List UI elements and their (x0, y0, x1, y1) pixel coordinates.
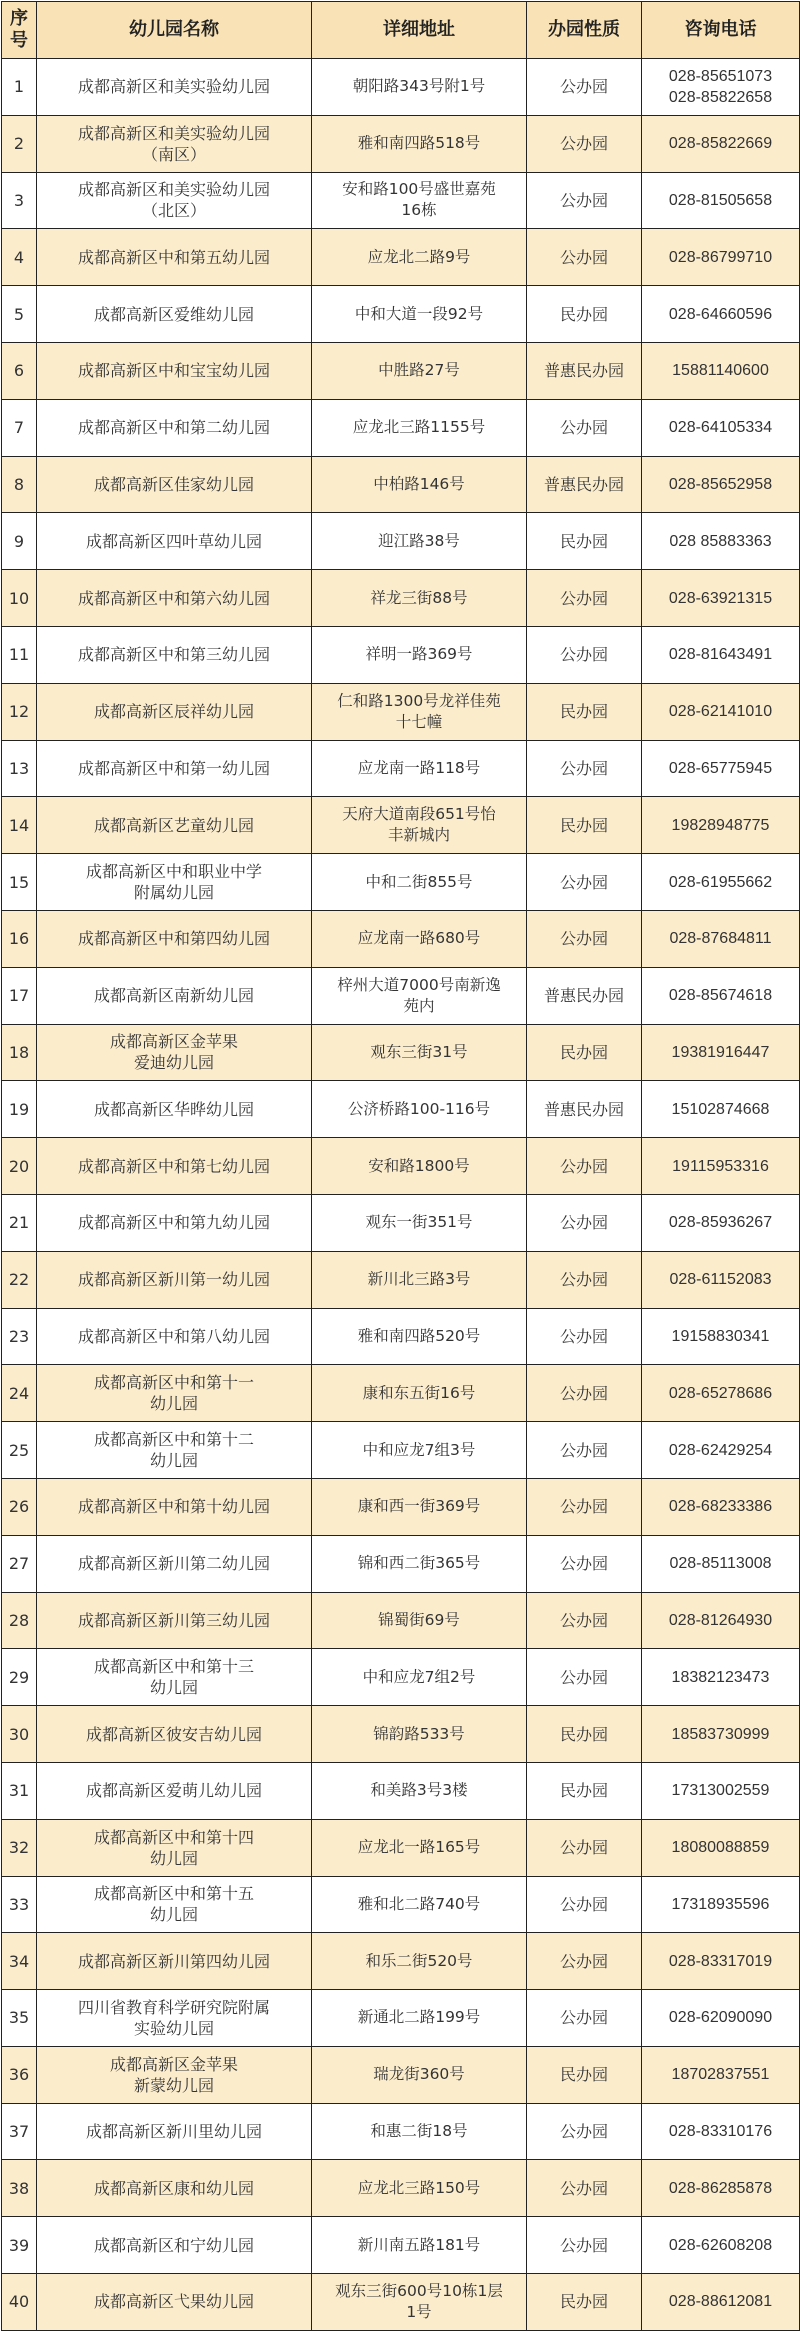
kindergarten-address: 康和东五街16号 (312, 1365, 527, 1422)
row-index: 39 (2, 2217, 37, 2274)
kindergarten-name: 成都高新区艺童幼儿园 (37, 797, 312, 854)
kindergarten-type: 公办园 (527, 854, 642, 911)
kindergarten-name: 成都高新区和美实验幼儿园 （北区） (37, 172, 312, 229)
kindergarten-name: 成都高新区中和第八幼儿园 (37, 1308, 312, 1365)
table-row (2, 1308, 800, 1365)
kindergarten-name: 成都高新区辰祥幼儿园 (37, 683, 312, 740)
kindergarten-name: 成都高新区新川第三幼儿园 (37, 1592, 312, 1649)
table-row (2, 1081, 800, 1138)
row-index: 8 (2, 456, 37, 513)
table-row (2, 626, 800, 683)
kindergarten-address: 应龙南一路680号 (312, 910, 527, 967)
table-row (2, 1706, 800, 1763)
kindergarten-phone: 19828948775 (642, 797, 800, 854)
kindergarten-type: 公办园 (527, 1422, 642, 1479)
row-index: 6 (2, 342, 37, 399)
header-name: 幼儿园名称 (37, 2, 312, 59)
kindergarten-name: 成都高新区中和第十二 幼儿园 (37, 1422, 312, 1479)
kindergarten-type: 民办园 (527, 1762, 642, 1819)
kindergarten-name: 成都高新区四叶草幼儿园 (37, 513, 312, 570)
row-index: 27 (2, 1535, 37, 1592)
row-index: 7 (2, 399, 37, 456)
table-row (2, 683, 800, 740)
table-row (2, 456, 800, 513)
table-row (2, 797, 800, 854)
table-body (2, 59, 800, 2331)
table-row (2, 1819, 800, 1876)
kindergarten-phone: 15102874668 (642, 1081, 800, 1138)
kindergarten-name: 成都高新区中和第九幼儿园 (37, 1194, 312, 1251)
kindergarten-phone: 028-65278686 (642, 1365, 800, 1422)
row-index: 20 (2, 1138, 37, 1195)
kindergarten-phone: 028-86285878 (642, 2160, 800, 2217)
row-index: 1 (2, 59, 37, 116)
row-index: 21 (2, 1194, 37, 1251)
kindergarten-name: 成都高新区彼安吉幼儿园 (37, 1706, 312, 1763)
kindergarten-name: 成都高新区和美实验幼儿园 （南区） (37, 115, 312, 172)
table-row (2, 1592, 800, 1649)
table-row (2, 1535, 800, 1592)
kindergarten-type: 公办园 (527, 229, 642, 286)
kindergarten-name: 成都高新区新川第四幼儿园 (37, 1933, 312, 1990)
kindergarten-address: 雅和南四路518号 (312, 115, 527, 172)
table-row (2, 2103, 800, 2160)
kindergarten-name: 成都高新区华晔幼儿园 (37, 1081, 312, 1138)
kindergarten-phone: 028-61955662 (642, 854, 800, 911)
table-row (2, 229, 800, 286)
kindergarten-phone: 028-85651073 028-85822658 (642, 59, 800, 116)
kindergarten-name: 成都高新区金苹果 新蒙幼儿园 (37, 2046, 312, 2103)
kindergarten-type: 普惠民办园 (527, 456, 642, 513)
kindergarten-phone: 028-85936267 (642, 1194, 800, 1251)
kindergarten-address: 祥明一路369号 (312, 626, 527, 683)
kindergarten-address: 应龙北一路165号 (312, 1819, 527, 1876)
row-index: 37 (2, 2103, 37, 2160)
kindergarten-phone: 028-62608208 (642, 2217, 800, 2274)
kindergarten-type: 公办园 (527, 626, 642, 683)
row-index: 5 (2, 286, 37, 343)
row-index: 13 (2, 740, 37, 797)
table-row (2, 342, 800, 399)
kindergarten-type: 公办园 (527, 1365, 642, 1422)
kindergarten-phone: 028-83310176 (642, 2103, 800, 2160)
row-index: 4 (2, 229, 37, 286)
kindergarten-address: 观东三街600号10栋1层 1号 (312, 2274, 527, 2331)
row-index: 24 (2, 1365, 37, 1422)
row-index: 18 (2, 1024, 37, 1081)
kindergarten-type: 公办园 (527, 1876, 642, 1933)
kindergarten-type: 民办园 (527, 1024, 642, 1081)
kindergarten-type: 公办园 (527, 2103, 642, 2160)
kindergarten-phone: 028-61152083 (642, 1251, 800, 1308)
kindergarten-type: 公办园 (527, 1194, 642, 1251)
kindergarten-address: 朝阳路343号附1号 (312, 59, 527, 116)
row-index: 28 (2, 1592, 37, 1649)
kindergarten-phone: 17318935596 (642, 1876, 800, 1933)
kindergarten-phone: 028-68233386 (642, 1478, 800, 1535)
row-index: 36 (2, 2046, 37, 2103)
row-index: 22 (2, 1251, 37, 1308)
kindergarten-address: 中和大道一段92号 (312, 286, 527, 343)
row-index: 12 (2, 683, 37, 740)
kindergarten-name: 成都高新区和宁幼儿园 (37, 2217, 312, 2274)
kindergarten-name: 成都高新区弋果幼儿园 (37, 2274, 312, 2331)
kindergarten-table (1, 1, 800, 2331)
kindergarten-address: 锦蜀街69号 (312, 1592, 527, 1649)
kindergarten-name: 成都高新区新川第二幼儿园 (37, 1535, 312, 1592)
kindergarten-phone: 17313002559 (642, 1762, 800, 1819)
table-row (2, 910, 800, 967)
kindergarten-phone: 028 85883363 (642, 513, 800, 570)
kindergarten-name: 成都高新区中和第十五 幼儿园 (37, 1876, 312, 1933)
kindergarten-address: 中和应龙7组3号 (312, 1422, 527, 1479)
kindergarten-type: 公办园 (527, 399, 642, 456)
kindergarten-type: 公办园 (527, 115, 642, 172)
table-row (2, 2274, 800, 2331)
table-row (2, 172, 800, 229)
kindergarten-address: 安和路100号盛世嘉苑 16栋 (312, 172, 527, 229)
kindergarten-name: 成都高新区中和第四幼儿园 (37, 910, 312, 967)
header-type: 办园性质 (527, 2, 642, 59)
kindergarten-type: 公办园 (527, 740, 642, 797)
kindergarten-phone: 19158830341 (642, 1308, 800, 1365)
row-index: 16 (2, 910, 37, 967)
row-index: 3 (2, 172, 37, 229)
kindergarten-type: 公办园 (527, 59, 642, 116)
kindergarten-type: 普惠民办园 (527, 342, 642, 399)
kindergarten-type: 普惠民办园 (527, 1081, 642, 1138)
kindergarten-type: 民办园 (527, 513, 642, 570)
row-index: 17 (2, 967, 37, 1024)
kindergarten-type: 公办园 (527, 1592, 642, 1649)
kindergarten-phone: 028-87684811 (642, 910, 800, 967)
kindergarten-type: 公办园 (527, 1649, 642, 1706)
kindergarten-phone: 028-62090090 (642, 1990, 800, 2047)
kindergarten-phone: 19381916447 (642, 1024, 800, 1081)
row-index: 32 (2, 1819, 37, 1876)
kindergarten-address: 祥龙三街88号 (312, 570, 527, 627)
row-index: 31 (2, 1762, 37, 1819)
row-index: 19 (2, 1081, 37, 1138)
kindergarten-address: 迎江路38号 (312, 513, 527, 570)
kindergarten-type: 民办园 (527, 286, 642, 343)
kindergarten-address: 中柏路146号 (312, 456, 527, 513)
table-row (2, 1422, 800, 1479)
kindergarten-address: 和美路3号3楼 (312, 1762, 527, 1819)
kindergarten-phone: 028-83317019 (642, 1933, 800, 1990)
kindergarten-address: 梓州大道7000号南新逸 苑内 (312, 967, 527, 1024)
kindergarten-name: 成都高新区南新幼儿园 (37, 967, 312, 1024)
kindergarten-name: 成都高新区中和第十幼儿园 (37, 1478, 312, 1535)
row-index: 15 (2, 854, 37, 911)
row-index: 23 (2, 1308, 37, 1365)
kindergarten-phone: 028-85822669 (642, 115, 800, 172)
kindergarten-name: 成都高新区中和第六幼儿园 (37, 570, 312, 627)
kindergarten-address: 应龙北三路150号 (312, 2160, 527, 2217)
row-index: 9 (2, 513, 37, 570)
kindergarten-name: 成都高新区中和第十四 幼儿园 (37, 1819, 312, 1876)
table-row (2, 740, 800, 797)
kindergarten-type: 民办园 (527, 797, 642, 854)
table-row (2, 854, 800, 911)
table-row (2, 2046, 800, 2103)
kindergarten-phone: 028-85113008 (642, 1535, 800, 1592)
kindergarten-address: 观东三街31号 (312, 1024, 527, 1081)
kindergarten-type: 民办园 (527, 2274, 642, 2331)
kindergarten-name: 成都高新区中和第五幼儿园 (37, 229, 312, 286)
table-row (2, 1876, 800, 1933)
kindergarten-type: 公办园 (527, 1933, 642, 1990)
kindergarten-address: 和乐二街520号 (312, 1933, 527, 1990)
kindergarten-phone: 028-81643491 (642, 626, 800, 683)
kindergarten-phone: 028-63921315 (642, 570, 800, 627)
kindergarten-name: 成都高新区和美实验幼儿园 (37, 59, 312, 116)
kindergarten-name: 成都高新区新川里幼儿园 (37, 2103, 312, 2160)
kindergarten-phone: 19115953316 (642, 1138, 800, 1195)
row-index: 2 (2, 115, 37, 172)
table-row (2, 1194, 800, 1251)
kindergarten-phone: 028-85652958 (642, 456, 800, 513)
kindergarten-type: 公办园 (527, 910, 642, 967)
kindergarten-type: 公办园 (527, 1138, 642, 1195)
row-index: 10 (2, 570, 37, 627)
table-row (2, 1762, 800, 1819)
row-index: 40 (2, 2274, 37, 2331)
table-row (2, 1024, 800, 1081)
row-index: 33 (2, 1876, 37, 1933)
table-row (2, 1478, 800, 1535)
table-row (2, 1990, 800, 2047)
kindergarten-address: 公济桥路100-116号 (312, 1081, 527, 1138)
table-row (2, 570, 800, 627)
kindergarten-name: 成都高新区佳家幼儿园 (37, 456, 312, 513)
row-index: 38 (2, 2160, 37, 2217)
kindergarten-type: 公办园 (527, 1990, 642, 2047)
kindergarten-name: 成都高新区中和宝宝幼儿园 (37, 342, 312, 399)
table-row (2, 1649, 800, 1706)
kindergarten-phone: 028-62141010 (642, 683, 800, 740)
kindergarten-phone: 028-65775945 (642, 740, 800, 797)
kindergarten-address: 锦韵路533号 (312, 1706, 527, 1763)
kindergarten-address: 新川南五路181号 (312, 2217, 527, 2274)
kindergarten-phone: 028-62429254 (642, 1422, 800, 1479)
kindergarten-address: 新通北二路199号 (312, 1990, 527, 2047)
table-header-row (2, 2, 800, 59)
kindergarten-phone: 18583730999 (642, 1706, 800, 1763)
kindergarten-type: 公办园 (527, 1308, 642, 1365)
header-index: 序号 (2, 2, 37, 59)
kindergarten-type: 民办园 (527, 1706, 642, 1763)
kindergarten-address: 瑞龙街360号 (312, 2046, 527, 2103)
kindergarten-name: 成都高新区康和幼儿园 (37, 2160, 312, 2217)
kindergarten-name: 成都高新区中和第二幼儿园 (37, 399, 312, 456)
table-row (2, 115, 800, 172)
kindergarten-phone: 028-64660596 (642, 286, 800, 343)
kindergarten-address: 新川北三路3号 (312, 1251, 527, 1308)
kindergarten-address: 中胜路27号 (312, 342, 527, 399)
table-row (2, 513, 800, 570)
kindergarten-address: 雅和南四路520号 (312, 1308, 527, 1365)
table-row (2, 59, 800, 116)
table-row (2, 967, 800, 1024)
row-index: 29 (2, 1649, 37, 1706)
kindergarten-address: 应龙北二路9号 (312, 229, 527, 286)
kindergarten-type: 公办园 (527, 1478, 642, 1535)
kindergarten-name: 成都高新区爱维幼儿园 (37, 286, 312, 343)
table-row (2, 286, 800, 343)
kindergarten-phone: 18382123473 (642, 1649, 800, 1706)
kindergarten-address: 康和西一街369号 (312, 1478, 527, 1535)
kindergarten-address: 中和二街855号 (312, 854, 527, 911)
kindergarten-address: 仁和路1300号龙祥佳苑 十七幢 (312, 683, 527, 740)
kindergarten-type: 公办园 (527, 172, 642, 229)
row-index: 30 (2, 1706, 37, 1763)
header-phone: 咨询电话 (642, 2, 800, 59)
kindergarten-phone: 18080088859 (642, 1819, 800, 1876)
kindergarten-address: 观东一街351号 (312, 1194, 527, 1251)
kindergarten-type: 公办园 (527, 2160, 642, 2217)
row-index: 25 (2, 1422, 37, 1479)
kindergarten-address: 安和路1800号 (312, 1138, 527, 1195)
header-address: 详细地址 (312, 2, 527, 59)
kindergarten-name: 成都高新区中和第七幼儿园 (37, 1138, 312, 1195)
kindergarten-name: 四川省教育科学研究院附属 实验幼儿园 (37, 1990, 312, 2047)
table-row (2, 2217, 800, 2274)
table-row (2, 1365, 800, 1422)
kindergarten-address: 锦和西二街365号 (312, 1535, 527, 1592)
kindergarten-name: 成都高新区中和第三幼儿园 (37, 626, 312, 683)
kindergarten-phone: 028-81264930 (642, 1592, 800, 1649)
kindergarten-address: 雅和北二路740号 (312, 1876, 527, 1933)
kindergarten-phone: 15881140600 (642, 342, 800, 399)
kindergarten-address: 应龙北三路1155号 (312, 399, 527, 456)
table-row (2, 1933, 800, 1990)
kindergarten-type: 公办园 (527, 2217, 642, 2274)
kindergarten-name: 成都高新区中和职业中学 附属幼儿园 (37, 854, 312, 911)
kindergarten-type: 民办园 (527, 2046, 642, 2103)
kindergarten-type: 公办园 (527, 570, 642, 627)
kindergarten-name: 成都高新区金苹果 爱迪幼儿园 (37, 1024, 312, 1081)
table-row (2, 399, 800, 456)
kindergarten-type: 公办园 (527, 1251, 642, 1308)
row-index: 34 (2, 1933, 37, 1990)
row-index: 26 (2, 1478, 37, 1535)
row-index: 14 (2, 797, 37, 854)
kindergarten-name: 成都高新区中和第一幼儿园 (37, 740, 312, 797)
kindergarten-name: 成都高新区爱萌儿幼儿园 (37, 1762, 312, 1819)
row-index: 11 (2, 626, 37, 683)
kindergarten-type: 民办园 (527, 683, 642, 740)
kindergarten-phone: 028-64105334 (642, 399, 800, 456)
kindergarten-type: 公办园 (527, 1535, 642, 1592)
kindergarten-name: 成都高新区中和第十一 幼儿园 (37, 1365, 312, 1422)
kindergarten-phone: 028-85674618 (642, 967, 800, 1024)
kindergarten-type: 普惠民办园 (527, 967, 642, 1024)
table-row (2, 1138, 800, 1195)
kindergarten-phone: 028-88612081 (642, 2274, 800, 2331)
kindergarten-address: 和惠二街18号 (312, 2103, 527, 2160)
kindergarten-phone: 18702837551 (642, 2046, 800, 2103)
table-row (2, 2160, 800, 2217)
kindergarten-address: 天府大道南段651号怡 丰新城内 (312, 797, 527, 854)
kindergarten-phone: 028-81505658 (642, 172, 800, 229)
kindergarten-name: 成都高新区新川第一幼儿园 (37, 1251, 312, 1308)
kindergarten-type: 公办园 (527, 1819, 642, 1876)
kindergarten-address: 应龙南一路118号 (312, 740, 527, 797)
row-index: 35 (2, 1990, 37, 2047)
kindergarten-name: 成都高新区中和第十三 幼儿园 (37, 1649, 312, 1706)
kindergarten-phone: 028-86799710 (642, 229, 800, 286)
kindergarten-address: 中和应龙7组2号 (312, 1649, 527, 1706)
table-row (2, 1251, 800, 1308)
